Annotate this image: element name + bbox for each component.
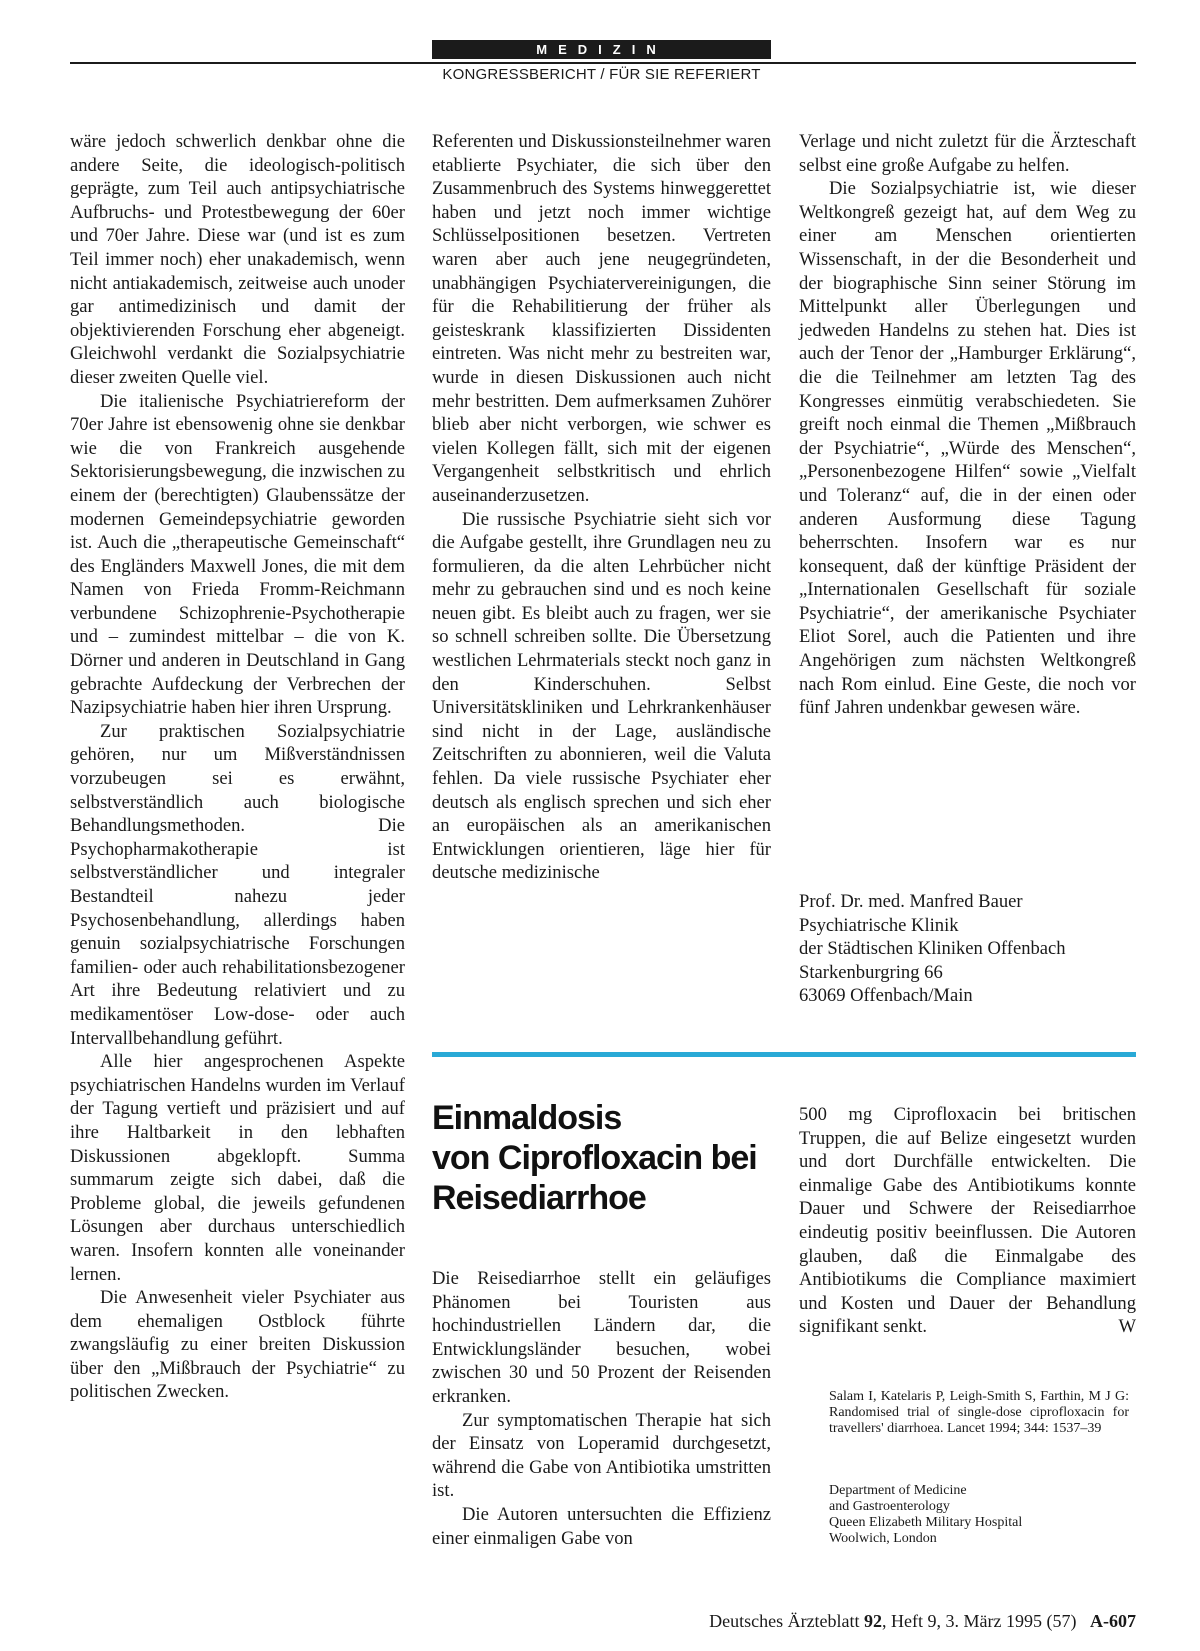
paragraph: Die Reisediarrhoe stellt ein geläufiges Phänomen bei Touristen aus hochindustriellen Ländern dar, die Entwicklungsländer besuchen, wobei zwischen 30 und 50 Prozent der Reisenden erkranken. (432, 1268, 771, 1407)
end-mark: W (1118, 1316, 1136, 1338)
headline-line: von Ciprofloxacin bei (432, 1139, 757, 1177)
paragraph: Die Autoren untersuchten die Effizienz einer einmaligen Gabe von (432, 1503, 771, 1549)
author-address-line: Psychiatrische Klinik (799, 914, 959, 936)
article1-column-1 (70, 130, 405, 1404)
journal-volume: 92 (864, 1611, 883, 1631)
affiliation-line: and Gastroenterology (829, 1499, 950, 1514)
author-address-line: der Städtischen Kliniken Offenbach (799, 938, 1066, 960)
paragraph: Zur praktischen Sozialpsychiatrie gehören, nur um Mißverständnissen vorzubeugen sei es erwähnt, selbstverständlich auch biologische Behandlungsmethoden. Die Psychopharmakotherapie ist selbstverständlicher und integraler Bestandteil nahezu jeder Psychosenbehandlung, allerdings haben genuin sozialpsychiatrische Forschungen familien- oder auch rehabilitationsbezogener Art ihre Bedeutung relativiert und zu medikamentöser Low-dose- oder auch Intervallbehandlung geführt. (70, 720, 405, 1049)
author-address-line: Starkenburgring 66 (799, 961, 943, 983)
paragraph: Referenten und Diskussionsteilnehmer waren etablierte Psychiater, die sich über den Zusammenbruch des Systems hinweggerettet haben und jetzt noch immer wichtige Schlüsselpositionen besetzen. Vertreten waren aber auch jene neugegründeten, unabhängigen Psychiatervereinigungen, die für die Rehabilitierung der früher als geisteskrank klassifizierten Dissidenten eintreten. Was nicht mehr zu bestreiten war, wurde in diesen Diskussionen auch nicht mehr bestritten. Dem aufmerksamen Zuhörer blieb aber nicht verborgen, wie schwer es vielen Kollegen fällt, sich mit der eigenen Vergangenheit selbstkritisch und ehrlich auseinanderzusetzen. (432, 131, 771, 506)
author-name: Prof. Dr. med. Manfred Bauer (799, 891, 1023, 912)
headline-line: Einmaldosis (432, 1099, 622, 1137)
page-number: A-607 (1090, 1611, 1136, 1631)
header-rule (70, 62, 1136, 64)
affiliation-line: Department of Medicine (829, 1483, 967, 1498)
paragraph-text: 500 mg Ciprofloxacin bei britischen Truppen, die auf Belize eingesetzt wurden und dort Durchfälle entwickelten. Die einmalige Gabe des Antibiotikums konnte Dauer und Schwere der Reisediarrhoe eindeutig positiv beeinflussen. Die Autoren glauben, daß die Einmalgabe des Antibiotikums die Compliance maximiert und Kosten und Dauer der Behandlung signifikant senkt. (799, 1104, 1136, 1338)
paragraph: Zur symptomatischen Therapie hat sich der Einsatz von Loperamid durchgesetzt, während die Gabe von Antibiotika umstritten ist. (432, 1409, 771, 1502)
paragraph: wäre jedoch schwerlich denkbar ohne die andere Seite, die ideologisch-politisch geprägte, zum Teil auch antipsychiatrische Aufbruchs- und Protestbewegung der 60er und 70er Jahre. Diese war (und ist es zum Teil immer noch) eher unakademisch, wenn nicht antiakademisch, zeitweise auch unoder gar antimedizinisch und damit der objektivierenden Forschung eher abgeneigt. Gleichwohl verdankt die Sozialpsychiatrie dieser zweiten Quelle viel. (70, 131, 405, 388)
paragraph: Die Sozialpsychiatrie ist, wie dieser Weltkongreß gezeigt hat, auf dem Weg zu einer am Menschen orientierten Wissenschaft, in der die Besonderheit und der biographische Sinn seiner Störung im Mittelpunkt aller Überlegungen und jedweden Handelns zu stehen hat. Dies ist auch der Tenor der „Hamburger Erklärung“, die die Teilnehmer am letzten Tag des Kongresses einmütig verabschiedeten. Sie greift noch einmal die Themen „Mißbrauch der Psychiatrie“, „Würde des Menschen“, „Personenbezogene Hilfen“ sowie „Vielfalt und Toleranz“ auf, die in der einen oder anderen Ausformung diese Tagung beherrschten. Insofern war es nur konsequent, daß der künftige Präsident der „Internationalen Gesellschaft für soziale Psychiatrie“, der amerikanische Psychiater Eliot Sorel, auch die Patienten und ihre Angehörigen zum nächsten Weltkongreß nach Rom einlud. Eine Geste, die noch vor fünf Jahren undenkbar gewesen wäre. (799, 178, 1136, 719)
paragraph: Alle hier angesprochenen Aspekte psychiatrischen Handelns wurden im Verlauf der Tagung vertieft und präzisiert und auf ihre Haltbarkeit in den lebhaften Diskussionen abgeklopft. Summa summarum zeigte sich dabei, daß die Probleme global, die jeweils gefundenen Lösungen aber durchaus unterschiedlich waren. Insofern konnten alle voneinander lernen. (70, 1051, 405, 1285)
article2-column-2 (432, 1267, 771, 1550)
paragraph: Verlage und nicht zuletzt für die Ärzteschaft selbst eine große Aufgabe zu helfen. (799, 131, 1136, 176)
article1-column-2 (432, 130, 771, 885)
article1-column-3 (799, 130, 1136, 720)
paragraph: Die Anwesenheit vieler Psychiater aus dem ehemaligen Ostblock führte zwangsläufig zu einer breiten Diskussion über den „Mißbrauch der Psychiatrie“ zu politischen Zwecken. (70, 1287, 405, 1403)
article2-headline (432, 1098, 771, 1218)
author-address-line: 63069 Offenbach/Main (799, 985, 973, 1007)
page-footer (709, 1611, 1136, 1632)
journal-name: Deutsches Ärzteblatt (709, 1611, 860, 1631)
literature-reference: Salam I, Katelaris P, Leigh-Smith S, Farthin, M J G: Randomised trial of single-dose ciprofloxacin for travellers' diarrhoea. Lancet 1994; 344: 1537–39 (829, 1389, 1129, 1436)
section-subheader: KONGRESSBERICHT / FÜR SIE REFERIERT (442, 66, 761, 83)
paragraph (799, 1103, 1136, 1339)
affiliation-line: Queen Elizabeth Military Hospital (829, 1515, 1023, 1530)
article2-column-3 (799, 1103, 1136, 1339)
headline-line: Reisediarrhoe (432, 1179, 646, 1217)
paragraph: Die italienische Psychiatriereform der 70er Jahre ist ebensowenig ohne sie denkbar wie die von Frankreich ausgehende Sektorisierungsbewegung, die inzwischen zu einem der (berechtigten) Glaubenssätze der modernen Gemeindepsychiatrie geworden ist. Auch die „therapeutische Gemeinschaft“ des Engländers Maxwell Jones, die mit dem Namen von Frieda Fromm-Reichmann verbundene Schizophrenie-Psychotherapie und – zumindest mittelbar – die von K. Dörner und anderen in Deutschland in Gang gebrachte Aufdeckung der Verbrechen der Nazipsychiatrie haben hier ihren Ursprung. (70, 390, 405, 719)
paragraph: Die russische Psychiatrie sieht sich vor die Aufgabe gestellt, ihre Grundlagen neu zu formulieren, da die alten Lehrbücher nicht mehr zu gebrauchen sind und es noch keine neuen gibt. Es bleibt auch zu fragen, wer sie so schnell schreiben sollte. Die Übersetzung westlichen Lehrmaterials steckt noch ganz in den Kinderschuhen. Selbst Universitätskliniken und Lehrkrankenhäuser sind nicht in der Lage, ausländische Zeitschriften zu abonnieren, weil die Valuta fehlen. Da viele russische Psychiater eher deutsch als englisch sprechen und sich eher an europäischen als an amerikanischen Entwicklungen orientieren, läge hier für deutsche medizinische (432, 508, 771, 884)
section-rubric: MEDIZIN (432, 40, 771, 59)
article-divider (432, 1052, 1136, 1057)
affiliation-line: Woolwich, London (829, 1531, 937, 1546)
author-signature (799, 890, 1136, 1008)
source-affiliation (829, 1483, 1129, 1547)
issue-info: , Heft 9, 3. März 1995 (57) (882, 1611, 1077, 1631)
